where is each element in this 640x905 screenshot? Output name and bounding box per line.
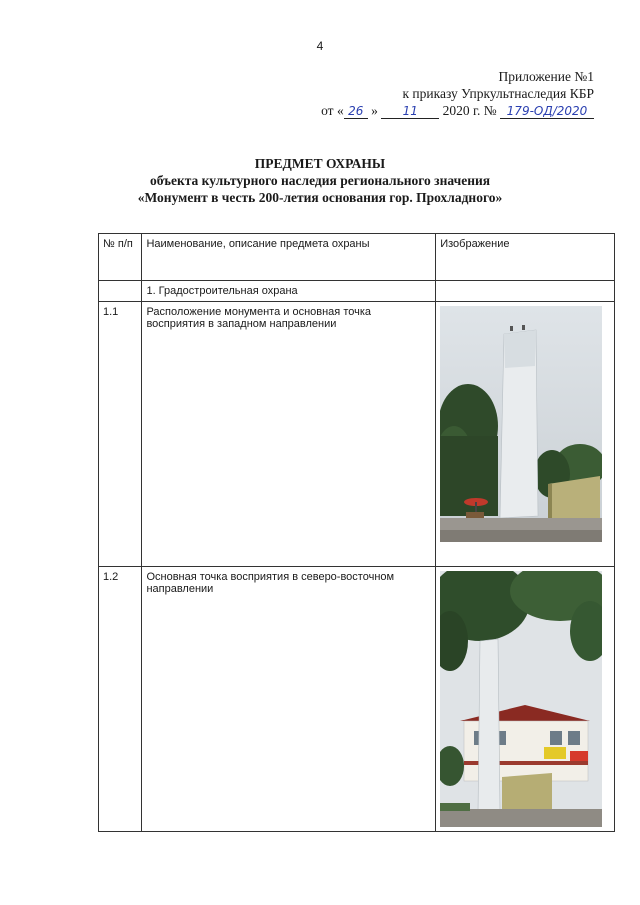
row-image-cell xyxy=(436,302,615,567)
section-row xyxy=(99,281,615,302)
day-field xyxy=(344,104,368,119)
appendix-block xyxy=(321,68,594,119)
document-title xyxy=(0,155,640,206)
date-mid: » xyxy=(371,103,378,118)
year-label: 2020 г. № xyxy=(442,103,497,118)
row-image-cell xyxy=(436,567,615,832)
row-number: 1.2 xyxy=(99,567,142,832)
month-handwritten: 11 xyxy=(402,104,418,118)
header-number: № п/п xyxy=(99,234,142,281)
photo-monument-northeast-view xyxy=(440,571,602,827)
title-line-3: «Монумент в честь 200-летия основания гор. Прохладного» xyxy=(137,190,503,205)
order-number-handwritten: 179-ОД/2020 xyxy=(506,104,588,118)
header-image: Изображение xyxy=(436,234,615,281)
row-description: Основная точка восприятия в северо-восточном направлении xyxy=(142,567,436,832)
appendix-order-reference: к приказу Упркультнаследия КБР xyxy=(402,86,594,101)
title-line-2: объекта культурного наследия регионального значения xyxy=(149,173,491,188)
day-handwritten: 26 xyxy=(348,104,364,118)
date-prefix: от « xyxy=(321,103,344,118)
section-image-cell xyxy=(436,281,615,302)
row-number: 1.1 xyxy=(99,302,142,567)
page-number: 4 xyxy=(316,39,324,53)
month-field xyxy=(381,104,439,119)
table-row xyxy=(99,302,615,567)
table-row xyxy=(99,567,615,832)
section-title: 1. Градостроительная охрана xyxy=(142,281,436,302)
photo-monument-west-view xyxy=(440,306,602,562)
protection-subject-table xyxy=(98,233,615,832)
header-description: Наименование, описание предмета охраны xyxy=(142,234,436,281)
order-number-field xyxy=(500,104,594,119)
appendix-title: Приложение №1 xyxy=(498,69,594,84)
appendix-date-line xyxy=(321,102,594,119)
section-number-cell xyxy=(99,281,142,302)
title-line-1: ПРЕДМЕТ ОХРАНЫ xyxy=(254,156,386,171)
table-header-row xyxy=(99,234,615,281)
row-description: Расположение монумента и основная точка восприятия в западном направлении xyxy=(142,302,436,567)
